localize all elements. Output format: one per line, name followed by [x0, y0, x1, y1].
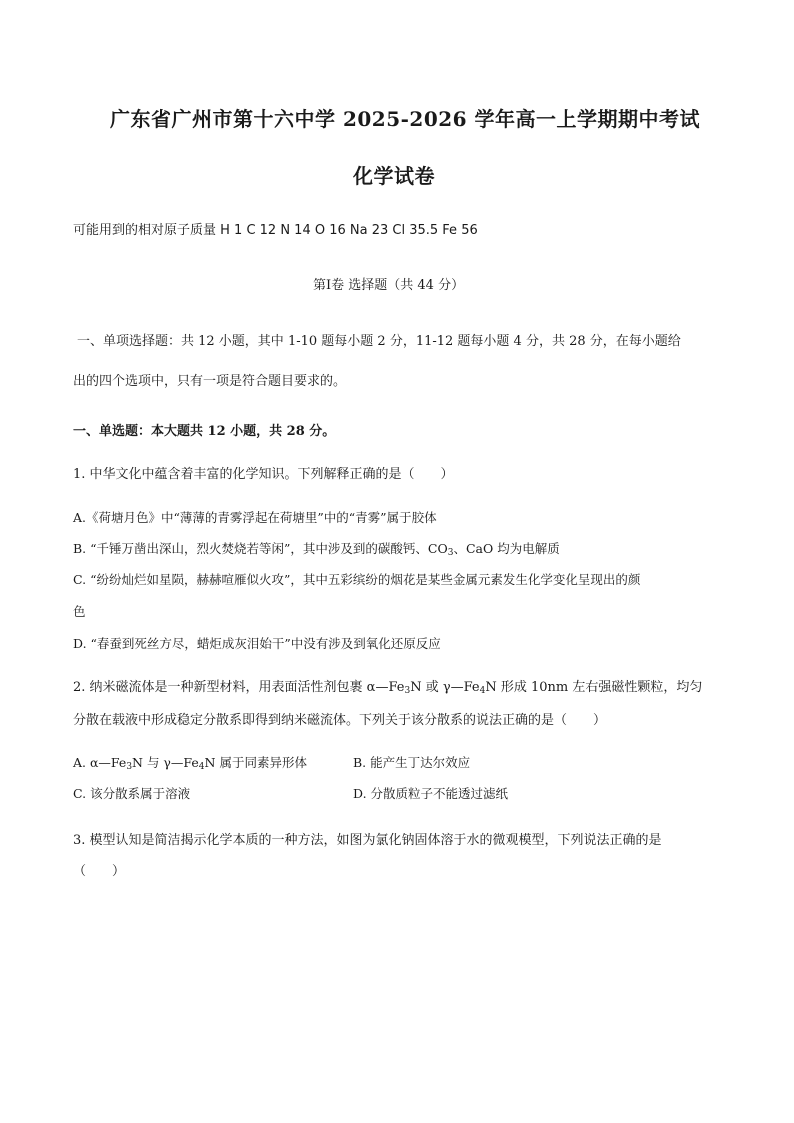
question-1-option-a: A.《荷塘月色》中“薄薄的青雾浮起在荷塘里”中的“青雾”属于胶体: [73, 510, 437, 525]
question-1-option-c-wrap: 色: [73, 604, 86, 619]
subscript: 3: [447, 548, 454, 558]
option-b-text-end: 、CaO 均为电解质: [453, 541, 560, 556]
stem-text: N 形成 10nm 左右强磁性颗粒，均匀: [485, 680, 703, 695]
question-1-option-b: [73, 539, 560, 557]
option-text: A. α—Fe: [73, 755, 127, 770]
instructions-line-2: 出的四个选项中，只有一项是符合题目要求的。: [73, 374, 347, 389]
instructions-line-1: 一、单项选择题：共 12 小题，其中 1-10 题每小题 2 分，11-12 题每小题 4 分，共 28 分，在每小题给: [77, 334, 681, 349]
stem-text: 2. 纳米磁流体是一种新型材料，用表面活性剂包裹 α—Fe: [73, 680, 405, 695]
question-1-option-c: C. “纷纷灿烂如星陨，赫赫喧雁似火攻”，其中五彩缤纷的烟花是某些金属元素发生化学变化呈现出的颜: [73, 572, 641, 587]
subscript: 4: [479, 686, 486, 696]
subscript: 3: [126, 762, 133, 772]
question-2-option-a: [73, 753, 307, 771]
option-text: N 属于同素异形体: [204, 755, 307, 770]
option-text: N 与 γ—Fe: [132, 755, 199, 770]
part-heading: 第Ⅰ卷 选择题（共 44 分）: [313, 278, 465, 293]
question-3-stem: 3. 模型认知是简洁揭示化学本质的一种方法，如图为氯化钠固体溶于水的微观模型，下列说法正确的是: [73, 833, 662, 848]
subscript: 4: [198, 762, 205, 772]
question-3-answer-paren: （ ）: [73, 864, 126, 879]
question-2-option-b: B. 能产生丁达尔效应: [353, 755, 471, 770]
exam-subtitle: 化学试卷: [353, 164, 435, 188]
atomic-masses-note: 可能用到的相对原子质量 H 1 C 12 N 14 O 16 Na 23 Cl 35.5 Fe 56: [73, 223, 478, 238]
question-2-option-d: D. 分散质粒子不能透过滤纸: [353, 786, 509, 801]
section-heading: 一、单选题：本大题共 12 小题，共 28 分。: [73, 424, 336, 439]
exam-title: 广东省广州市第十六中学 2025-2026 学年高一上学期期中考试: [110, 107, 701, 131]
option-b-text: B. “千锤万凿出深山，烈火焚烧若等闲”，其中涉及到的碳酸钙、CO: [73, 541, 448, 556]
subscript: 3: [404, 686, 411, 696]
stem-text: N 或 γ—Fe: [410, 680, 480, 695]
question-1-option-d: D. “春蚕到死丝方尽，蜡炬成灰泪始干”中没有涉及到氧化还原反应: [73, 636, 441, 651]
question-2-option-c: C. 该分散系属于溶液: [73, 786, 191, 801]
question-1-stem: 1. 中华文化中蕴含着丰富的化学知识。下列解释正确的是（ ）: [73, 467, 454, 482]
question-2-stem-line-1: [73, 676, 702, 695]
question-2-stem-line-2: 分散在载液中形成稳定分散系即得到纳米磁流体。下列关于该分散系的说法正确的是（ ）: [73, 713, 607, 728]
